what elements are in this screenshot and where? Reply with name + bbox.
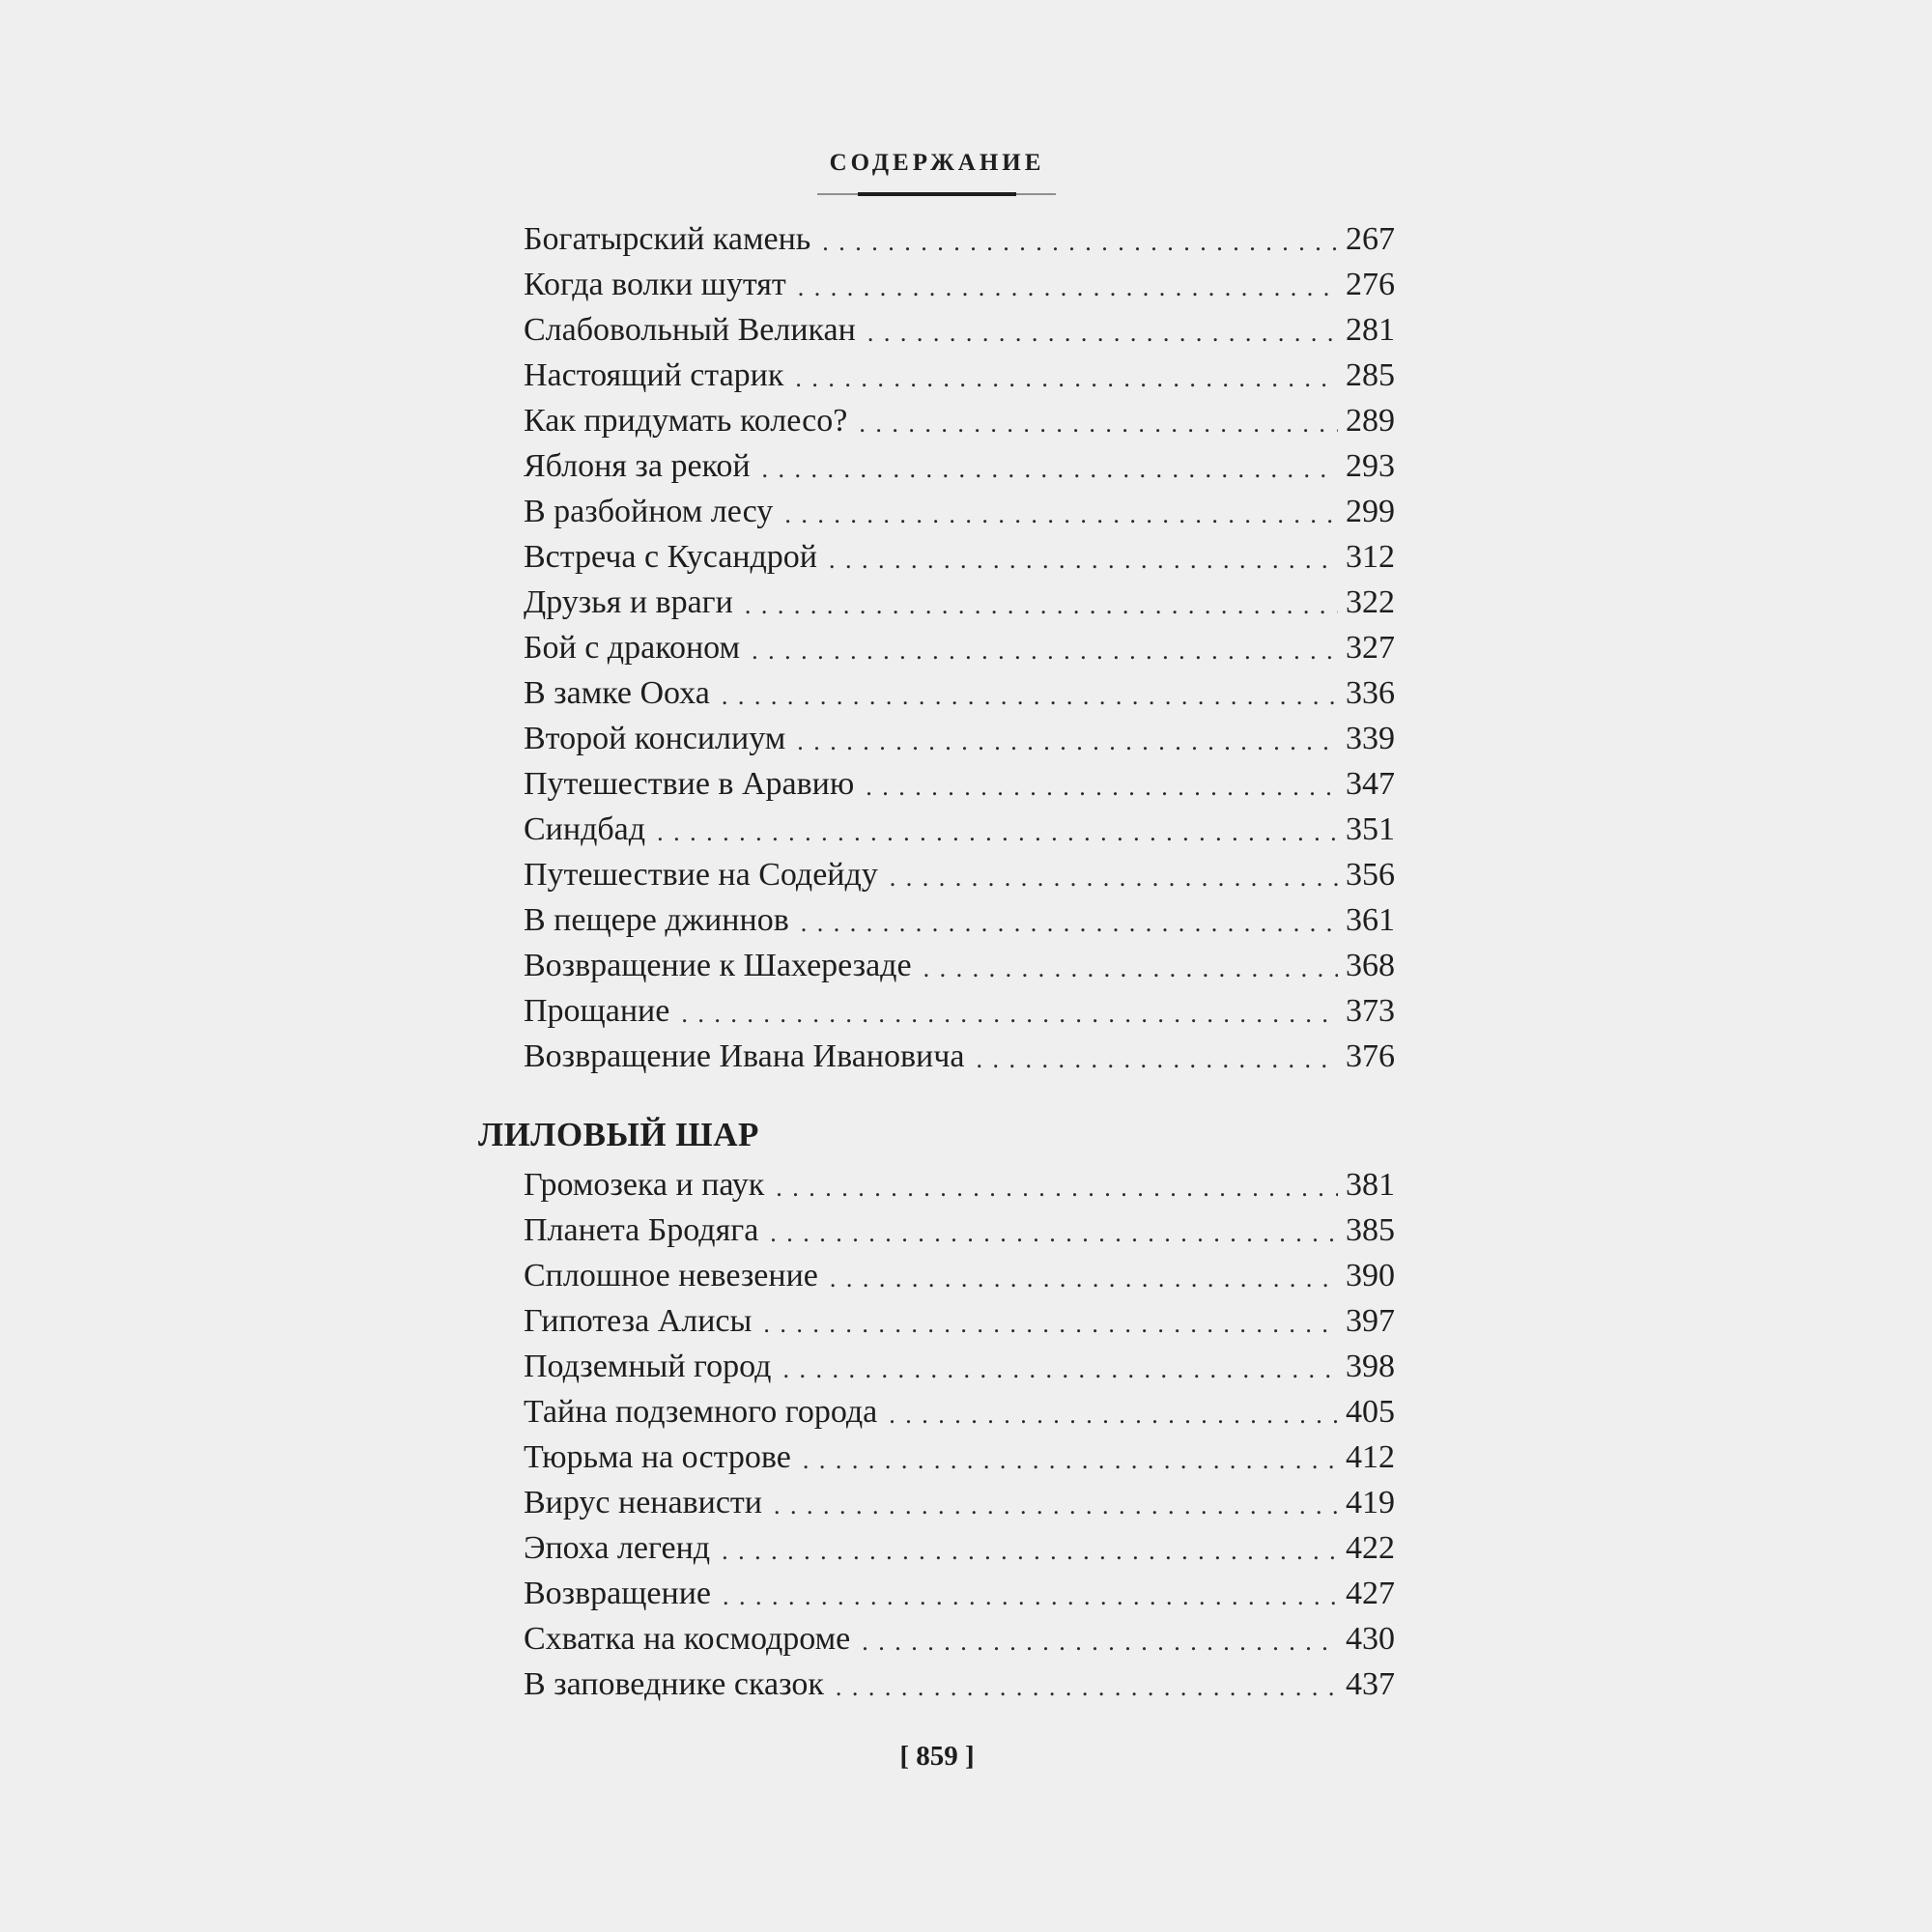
toc-entry-title: Подземный город	[524, 1349, 772, 1384]
toc-entry	[524, 1257, 1395, 1295]
toc-entry-title: Сплошное невезение	[524, 1258, 818, 1293]
toc-entry-page: 390	[1346, 1258, 1395, 1293]
toc-entry	[524, 356, 1395, 395]
toc-entry	[524, 674, 1395, 713]
toc-entry-title: Когда волки шутят	[524, 267, 786, 302]
toc-entry-page: 327	[1346, 630, 1395, 666]
toc-entry-title: Богатырский камень	[524, 221, 811, 257]
toc-entry	[524, 493, 1395, 531]
toc-entry-title: В заповеднике сказок	[524, 1666, 824, 1702]
dot-leader	[722, 1535, 1338, 1568]
dot-leader	[657, 816, 1338, 849]
dot-leader	[795, 362, 1338, 395]
toc-entry	[524, 538, 1395, 577]
toc-entry-page: 281	[1346, 312, 1395, 348]
dot-leader	[770, 1217, 1338, 1250]
dot-leader	[867, 317, 1338, 350]
toc-entry-page: 385	[1346, 1212, 1395, 1248]
toc-entry	[524, 1211, 1395, 1250]
dot-leader	[803, 1444, 1338, 1477]
running-header: СОДЕРЖАНИЕ	[829, 150, 1045, 176]
toc-entry-page: 322	[1346, 584, 1395, 620]
header-rule-accent	[858, 192, 1016, 196]
toc-entry	[524, 992, 1395, 1031]
toc-entry	[524, 1665, 1395, 1704]
toc-entry-title: Эпоха легенд	[524, 1530, 711, 1566]
dot-leader	[681, 998, 1338, 1031]
toc-entry-page: 361	[1346, 902, 1395, 938]
dot-leader	[890, 862, 1338, 895]
toc-entry-page: 412	[1346, 1439, 1395, 1475]
toc-entry	[524, 1620, 1395, 1659]
toc-entry-title: Бой с драконом	[524, 630, 741, 666]
dot-leader	[859, 408, 1338, 440]
toc-entry-page: 293	[1346, 448, 1395, 484]
toc-entry-title: Встреча с Кусандрой	[524, 539, 817, 575]
toc-entry	[524, 1348, 1395, 1386]
toc-entry	[524, 1484, 1395, 1522]
toc-entry	[524, 1037, 1395, 1076]
toc-entry-title: Планета Бродяга	[524, 1212, 759, 1248]
toc-entry-title: Яблоня за рекой	[524, 448, 751, 484]
toc-entry-title: Второй консилиум	[524, 721, 786, 756]
toc-entry-page: 405	[1346, 1394, 1395, 1430]
part-heading: ЛИЛОВЫЙ ШАР	[478, 1116, 759, 1153]
dot-leader	[782, 1353, 1338, 1386]
toc-entry-page: 351	[1346, 811, 1395, 847]
toc-entry	[524, 583, 1395, 622]
toc-entry	[524, 1302, 1395, 1341]
toc-entry-page: 368	[1346, 948, 1395, 983]
toc-entry-page: 381	[1346, 1167, 1395, 1203]
dot-leader	[763, 1308, 1338, 1341]
dot-leader	[745, 589, 1338, 622]
toc-entry-page: 276	[1346, 267, 1395, 302]
toc-entry	[524, 1438, 1395, 1477]
dot-leader	[830, 1263, 1338, 1295]
toc-entry	[524, 402, 1395, 440]
toc-entry	[524, 1393, 1395, 1432]
toc-entry-page: 356	[1346, 857, 1395, 893]
toc-entry-page: 422	[1346, 1530, 1395, 1566]
dot-leader	[784, 498, 1338, 531]
toc-entry-title: Возвращение	[524, 1576, 712, 1611]
toc-entry	[524, 220, 1395, 259]
toc-entry-title: Друзья и враги	[524, 584, 733, 620]
toc-entry-title: Синдбад	[524, 811, 646, 847]
toc-entry-page: 430	[1346, 1621, 1395, 1657]
dot-leader	[836, 1671, 1338, 1704]
toc-entry-title: Гипотеза Алисы	[524, 1303, 753, 1339]
toc-entry	[524, 447, 1395, 486]
toc-entry	[524, 1529, 1395, 1568]
page-number: [ 859 ]	[899, 1741, 975, 1772]
toc-entry	[524, 947, 1395, 985]
toc-entry-title: В замке Ооха	[524, 675, 710, 711]
toc-entry-page: 289	[1346, 403, 1395, 439]
dot-leader	[723, 1580, 1338, 1613]
toc-entry-title: Схватка на космодроме	[524, 1621, 851, 1657]
toc-entry-title: В пещере джиннов	[524, 902, 789, 938]
dot-leader	[722, 680, 1338, 713]
toc-entry-page: 397	[1346, 1303, 1395, 1339]
toc-entry	[524, 266, 1395, 304]
dot-leader	[923, 952, 1338, 985]
toc-entry-title: Как придумать колесо?	[524, 403, 848, 439]
dot-leader	[762, 453, 1338, 486]
toc-entry-title: Тюрьма на острове	[524, 1439, 791, 1475]
toc-entry-title: Путешествие на Содейду	[524, 857, 878, 893]
toc-entry	[524, 901, 1395, 940]
dot-leader	[798, 271, 1338, 304]
toc-entry-page: 267	[1346, 221, 1395, 257]
toc-entry	[524, 1575, 1395, 1613]
toc-entry-page: 373	[1346, 993, 1395, 1029]
toc-entry	[524, 1166, 1395, 1205]
toc-entry-page: 299	[1346, 494, 1395, 529]
toc-entry-title: Прощание	[524, 993, 670, 1029]
toc-entry-page: 285	[1346, 357, 1395, 393]
toc-entry-page: 427	[1346, 1576, 1395, 1611]
toc-entry-title: Возвращение к Шахерезаде	[524, 948, 912, 983]
toc-entry	[524, 765, 1395, 804]
dot-leader	[862, 1626, 1338, 1659]
toc-entry	[524, 810, 1395, 849]
toc-entry-page: 376	[1346, 1038, 1395, 1074]
dot-leader	[866, 771, 1338, 804]
toc-entry-title: В разбойном лесу	[524, 494, 774, 529]
toc-entry	[524, 311, 1395, 350]
toc-entry-page: 336	[1346, 675, 1395, 711]
dot-leader	[829, 544, 1338, 577]
toc-entry-title: Путешествие в Аравию	[524, 766, 855, 802]
toc-entry-page: 347	[1346, 766, 1395, 802]
dot-leader	[797, 725, 1338, 758]
toc-entry-page: 312	[1346, 539, 1395, 575]
toc-entry-page: 339	[1346, 721, 1395, 756]
toc-entry-page: 419	[1346, 1485, 1395, 1520]
dot-leader	[976, 1043, 1338, 1076]
dot-leader	[752, 635, 1338, 668]
toc-entry-title: Громозека и паук	[524, 1167, 765, 1203]
toc-entry-title: Возвращение Ивана Ивановича	[524, 1038, 965, 1074]
toc-entry	[524, 720, 1395, 758]
dot-leader	[776, 1172, 1338, 1205]
dot-leader	[774, 1490, 1338, 1522]
dot-leader	[801, 907, 1338, 940]
toc-entry-page: 437	[1346, 1666, 1395, 1702]
toc-entry-title: Тайна подземного города	[524, 1394, 878, 1430]
toc-entry-page: 398	[1346, 1349, 1395, 1384]
dot-leader	[822, 226, 1338, 259]
toc-entry-title: Настоящий старик	[524, 357, 784, 393]
toc-entry-title: Слабовольный Великан	[524, 312, 856, 348]
dot-leader	[889, 1399, 1338, 1432]
toc-entry	[524, 856, 1395, 895]
toc-entry	[524, 629, 1395, 668]
toc-entry-title: Вирус ненависти	[524, 1485, 762, 1520]
